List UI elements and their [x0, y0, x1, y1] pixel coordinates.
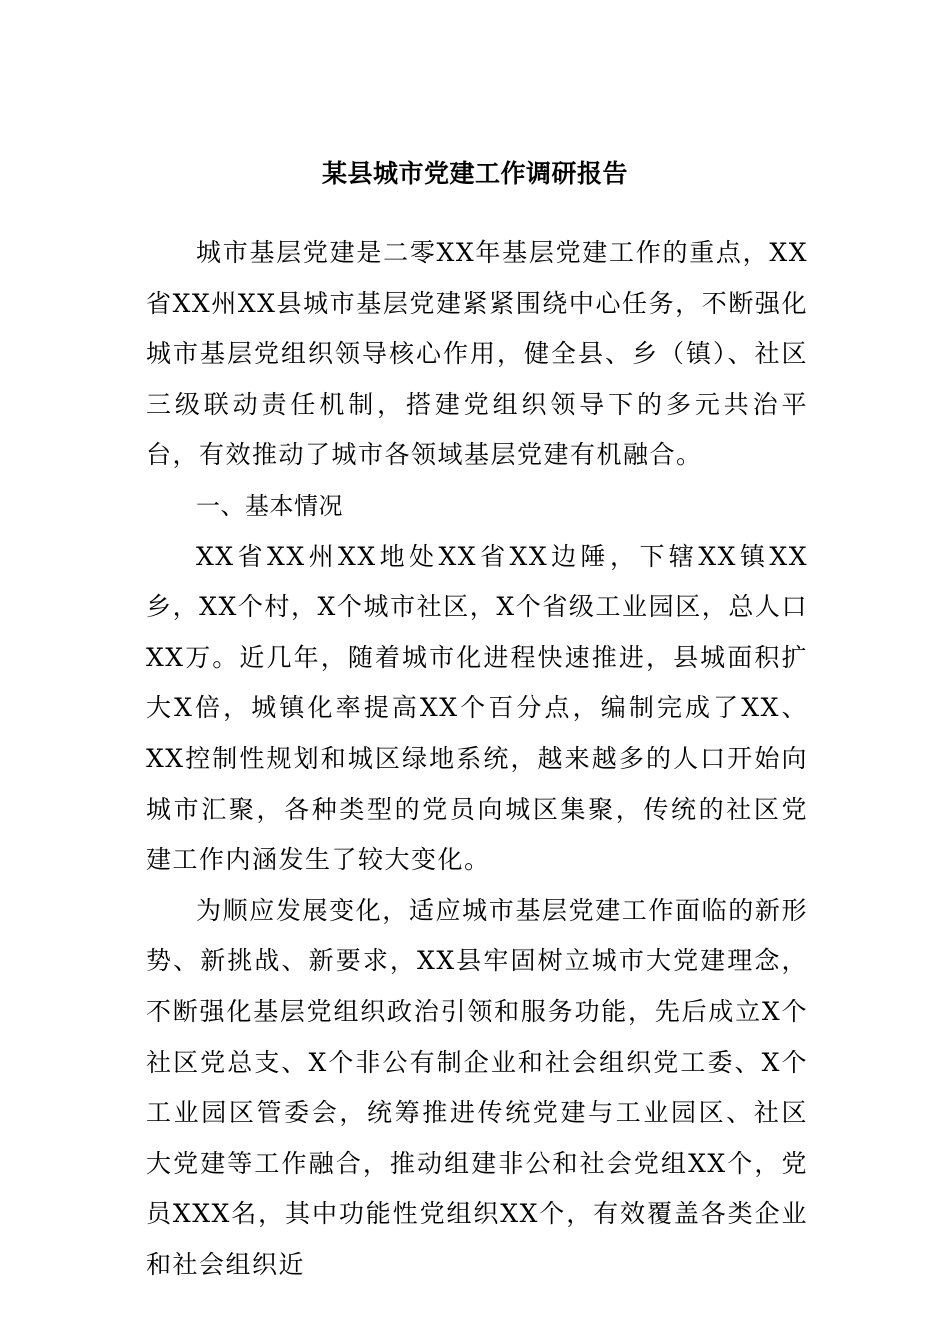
section-paragraph: 为顺应发展变化，适应城市基层党建工作面临的新形势、新挑战、新要求，XX县牢固树立城市大党建理念，不断强化基层党组织政治引领和服务功能，先后成立X个社区党总支、X个非公有制企业和社会组织党工委、X个工业园区管委会，统筹推进传统党建与工业园区、社区大党建等工作融合，推动组建非公和社会党组XX个，党员XXX名，其中功能性党组织XX个，有效覆盖各类企业和社会组织近	[146, 895, 808, 1279]
document-title: 某县城市党建工作调研报告	[321, 159, 628, 188]
section-heading: 一、基本情况	[196, 491, 343, 520]
intro-paragraph: 城市基层党建是二零XX年基层党建工作的重点，XX省XX州XX县城市基层党建紧紧围绕中心任务，不断强化城市基层党组织领导核心作用，健全县、乡（镇）、社区三级联动责任机制，搭建党组织领导下的多元共治平台，有效推动了城市各领域基层党建有机融合。	[146, 238, 808, 470]
document-body	[146, 228, 808, 1290]
section-paragraph: XX省XX州XX地处XX省XX边陲，下辖XX镇XX乡，XX个村，X个城市社区，X个省级工业园区，总人口XX万。近几年，随着城市化进程快速推进，县城面积扩大X倍，城镇化率提高XX个百分点，编制完成了XX、XX控制性规划和城区绿地系统，越来越多的人口开始向城市汇聚，各种类型的党员向城区集聚，传统的社区党建工作内涵发生了较大变化。	[146, 541, 808, 875]
